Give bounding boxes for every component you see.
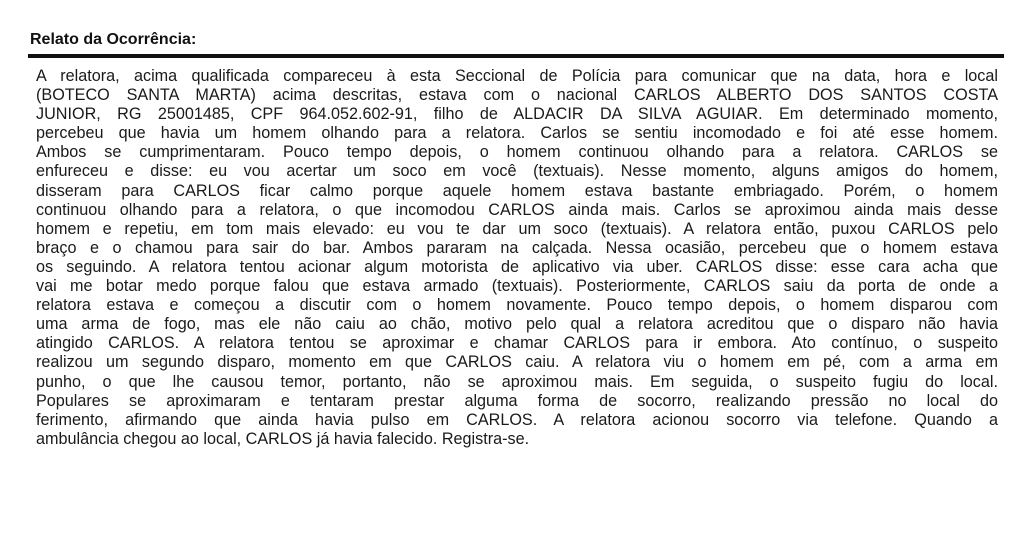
- report-line: disseram para CARLOS ficar calmo porque aquele homem estava bastante embriagado. Porém, o homem: [36, 181, 998, 200]
- report-line: homem e repetiu, em tom mais elevado: eu vou te dar um soco (textuais). A relatora então, puxou CARLOS pelo: [36, 219, 998, 238]
- report-line: uma arma de fogo, mas ele não caiu ao chão, motivo pelo qual a relatora acreditou que o disparo não havia: [36, 315, 998, 334]
- report-line: os seguindo. A relatora tentou acionar algum motorista de aplicativo via uber. CARLOS disse: esse cara acha que: [36, 257, 998, 276]
- section-title: Relato da Ocorrência:: [30, 31, 197, 48]
- report-line: JUNIOR, RG 25001485, CPF 964.052.602-91, filho de ALDACIR DA SILVA AGUIAR. Em determinado momento,: [36, 105, 998, 124]
- report-line: ferimento, afirmando que ainda havia pulso em CARLOS. A relatora acionou socorro via telefone. Quando a: [36, 410, 998, 429]
- report-line: relatora estava e começou a discutir com o homem novamente. Pouco tempo depois, o homem disparou com: [36, 296, 998, 315]
- report-line: (BOTECO SANTA MARTA) acima descritas, estava com o nacional CARLOS ALBERTO DOS SANTOS COSTA: [36, 86, 998, 105]
- report-line: ambulância chegou ao local, CARLOS já havia falecido. Registra-se.: [36, 429, 530, 448]
- report-line: enfureceu e disse: eu vou acertar um soco em você (textuais). Nesse momento, alguns amigos do homem,: [36, 162, 998, 181]
- report-line: continuou olhando para a relatora, o que incomodou CARLOS ainda mais. Carlos se aproximou ainda mais desse: [36, 200, 998, 219]
- report-line: vai me botar medo porque falou que estava armado (textuais). Posteriormente, CARLOS saiu da porta de onde a: [36, 277, 998, 296]
- report-line: atingido CARLOS. A relatora tentou se aproximar e chamar CARLOS para ir embora. Ato contínuo, o suspeito: [36, 334, 998, 353]
- report-line: Populares se aproximaram e tentaram prestar alguma forma de socorro, realizando pressão no local do: [36, 391, 998, 410]
- report-line: Ambos se cumprimentaram. Pouco tempo depois, o homem continuou olhando para a relatora. CARLOS se: [36, 143, 998, 162]
- report-line: braço e o chamou para sair do bar. Ambos pararam na calçada. Nessa ocasião, percebeu que o homem estava: [36, 238, 998, 257]
- title-divider: [28, 54, 1004, 58]
- occurrence-report: [28, 30, 1004, 449]
- report-line: A relatora, acima qualificada compareceu à esta Seccional de Polícia para comunicar que na data, hora e local: [36, 67, 998, 85]
- report-line: percebeu que havia um homem olhando para a relatora. Carlos se sentiu incomodado e foi até esse homem.: [36, 124, 998, 143]
- report-line: realizou um segundo disparo, momento em que CARLOS caiu. A relatora viu o homem em pé, com a arma em: [36, 353, 998, 372]
- report-line: punho, o que lhe causou temor, portanto, não se aproximou mais. Em seguida, o suspeito fugiu do local.: [36, 372, 998, 391]
- report-body: [36, 67, 998, 449]
